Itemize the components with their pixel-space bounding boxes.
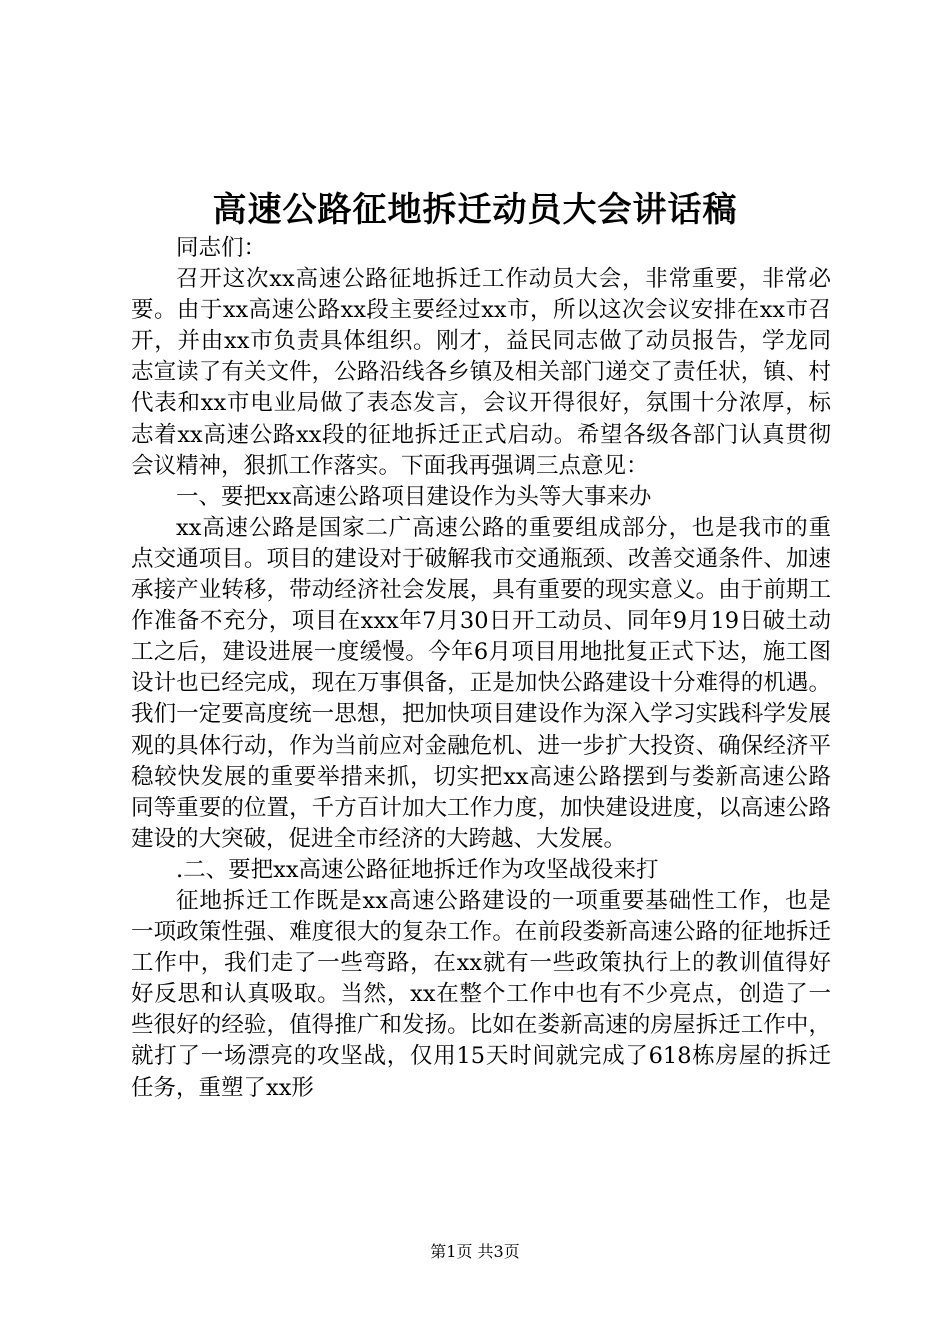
paragraph-section-1: xx高速公路是国家二广高速公路的重要组成部分，也是我市的重点交通项目。项目的建设对于破解我市交通瓶颈、改善交通条件、加速承接产业转移，带动经济社会发展，具有重要的现实意义。由于前期工作准备不充分，项目在xxx年7月30日开工动员、同年9月19日破土动工之后，建设进展一度缓慢。今年6月项目用地批复正式下达，施工图设计也已经完成，现在万事俱备，正是加快公路建设十分难得的机遇。我们一定要高度统一思想，把加快项目建设作为深入学习实践科学发展观的具体行动，作为当前应对金融危机、进一步扩大投资、确保经济平稳较快发展的重要举措来抓，切实把xx高速公路摆到与娄新高速公路同等重要的位置，千方百计加大工作力度，加快建设进度，以高速公路建设的大突破，促进全市经济的大跨越、大发展。: [131, 514, 831, 852]
document-body: [131, 233, 831, 1104]
section-heading-2: .二、要把xx高速公路征地拆迁作为攻坚战役来打: [176, 856, 659, 883]
paragraph-intro: 召开这次xx高速公路征地拆迁工作动员大会，非常重要，非常必要。由于xx高速公路xx段主要经过xx市，所以这次会议安排在xx市召开，并由xx市负责具体组织。刚才，益民同志做了动员报告，学龙同志宣读了有关文件，公路沿线各乡镇及相关部门递交了责任状，镇、村代表和xx市电业局做了表态发言，会议开得很好，氛围十分浓厚，标志着xx高速公路xx段的征地拆迁正式启动。希望各级各部门认真贯彻会议精神，狠抓工作落实。下面我再强调三点意见：: [131, 266, 831, 479]
section-heading-1: 一、要把xx高速公路项目建设作为头等大事来办: [176, 483, 652, 510]
paragraph-section-2: 征地拆迁工作既是xx高速公路建设的一项重要基础性工作，也是一项政策性强、难度很大的复杂工作。在前段娄新高速公路的征地拆迁工作中，我们走了一些弯路，在xx就有一些政策执行上的教训值得好好反思和认真吸取。当然，xx在整个工作中也有不少亮点，创造了一些很好的经验，值得推广和发扬。比如在娄新高速的房屋拆迁工作中，就打了一场漂亮的攻坚战，仅用15天时间就完成了618栋房屋的拆迁任务，重塑了xx形: [131, 887, 831, 1101]
page-number-footer: 第1页 共3页: [430, 1242, 520, 1261]
salutation: 同志们：: [176, 235, 267, 261]
document-title: 高速公路征地拆迁动员大会讲话稿: [212, 190, 738, 230]
